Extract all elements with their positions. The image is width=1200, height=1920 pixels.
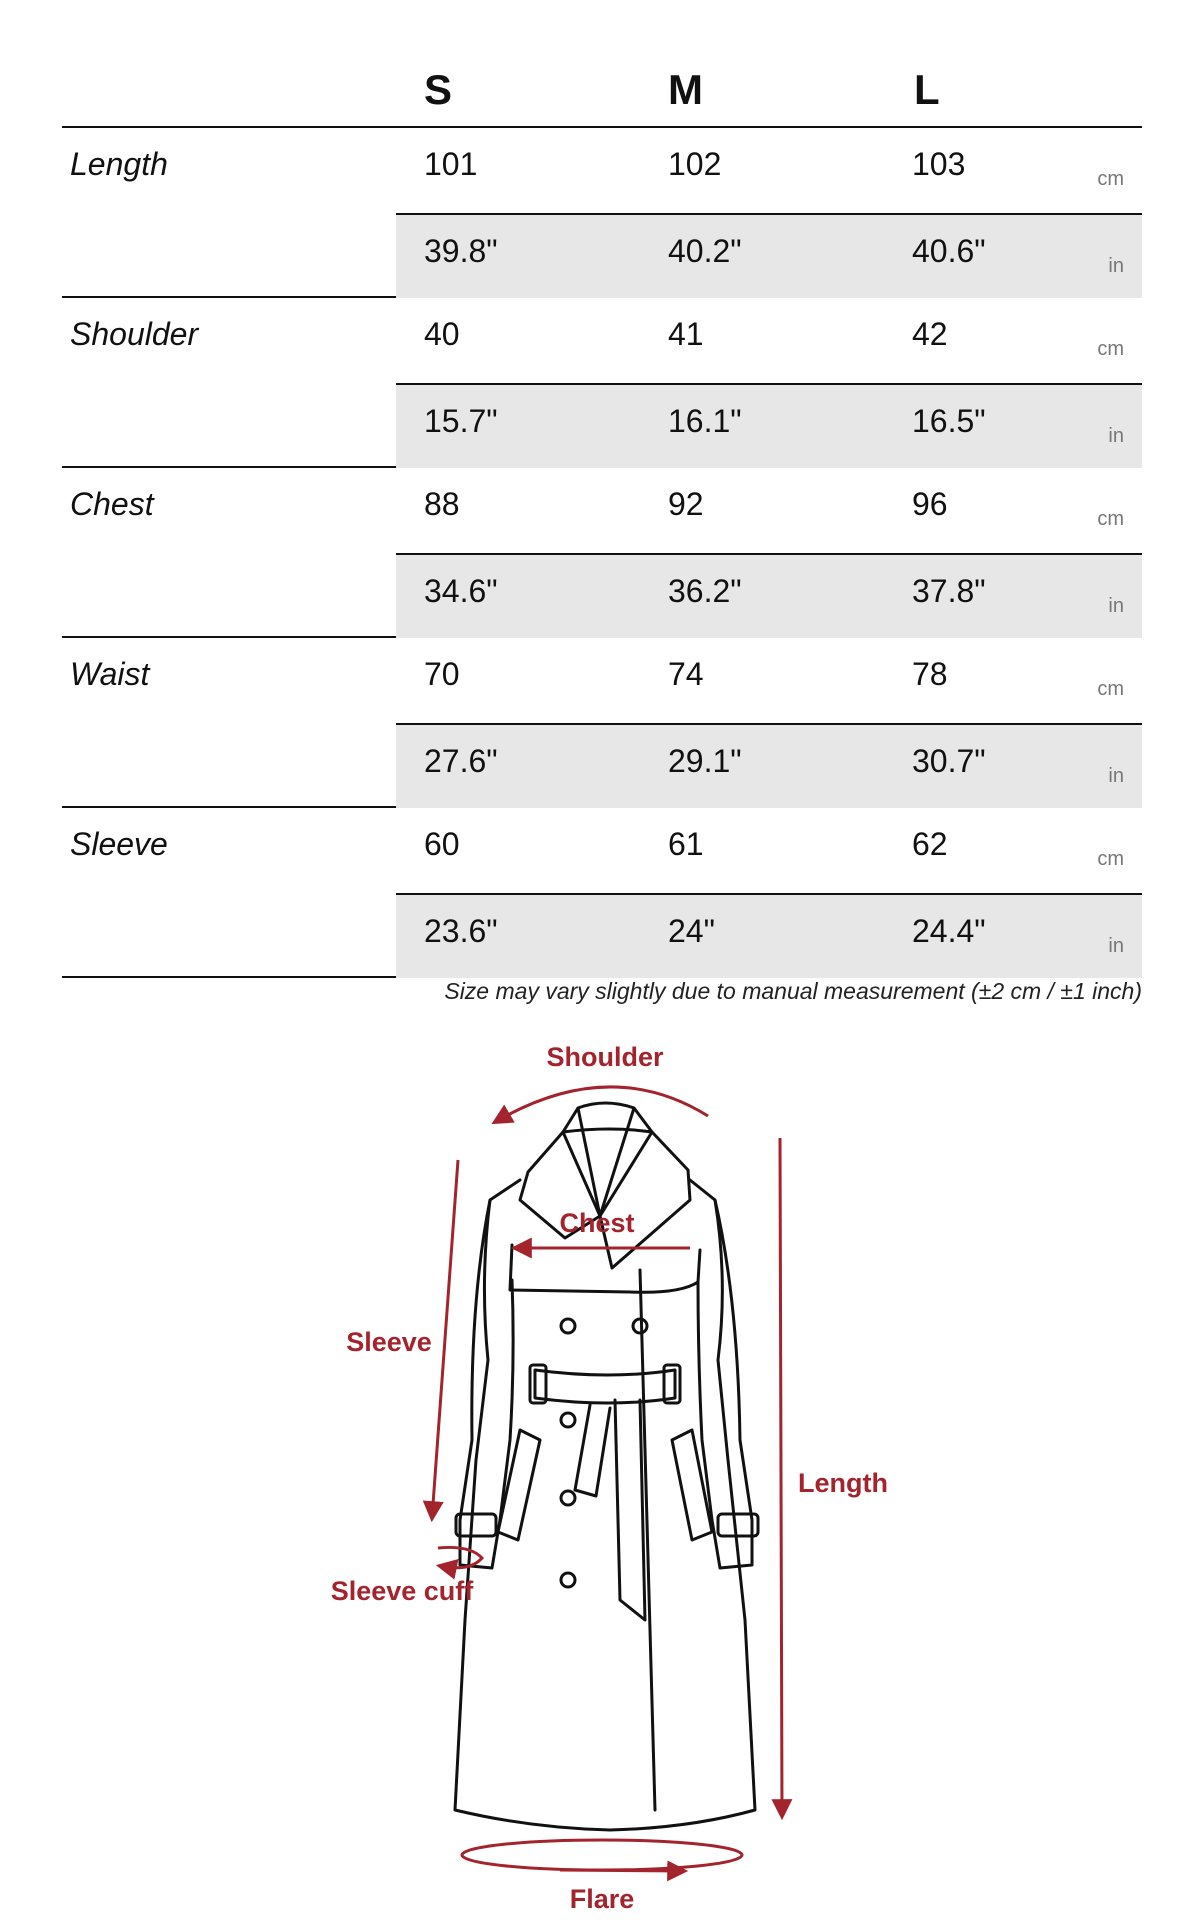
row-label: Length [70, 146, 168, 182]
unit-label-in: in [1108, 255, 1124, 277]
size-header-row [62, 60, 1142, 128]
measurement-group-chest [62, 468, 1142, 638]
value-cell: 78 [912, 656, 948, 692]
length-arrow [780, 1138, 782, 1816]
size-header-l: L [914, 66, 940, 113]
value-cell: 60 [424, 826, 460, 862]
value-cell: 37.8" [912, 573, 986, 609]
value-cell: 30.7" [912, 743, 986, 779]
flare-label: Flare [569, 1884, 635, 1914]
value-cell: 88 [424, 486, 460, 522]
unit-label-cm: cm [1097, 338, 1124, 360]
value-cell: 103 [912, 146, 966, 182]
value-cell: 16.5" [912, 403, 986, 439]
value-cell: 16.1" [668, 403, 742, 439]
value-cell: 101 [424, 146, 478, 182]
unit-label-cm: cm [1097, 168, 1124, 190]
value-cell: 70 [424, 656, 460, 692]
inch-row [396, 213, 1142, 298]
value-cell: 61 [668, 826, 704, 862]
value-cell: 34.6" [424, 573, 498, 609]
value-cell: 41 [668, 316, 704, 352]
flare-ellipse [462, 1840, 742, 1870]
size-chart-table [62, 60, 1142, 978]
cm-row [396, 808, 1142, 891]
unit-label-cm: cm [1097, 678, 1124, 700]
sleeve-cuff-label: Sleeve cuff [330, 1576, 474, 1606]
measurement-group-waist [62, 638, 1142, 808]
coat-measurement-diagram [0, 1020, 1200, 1920]
row-label: Sleeve [70, 826, 168, 862]
measurement-group-shoulder [62, 298, 1142, 468]
value-cell: 40.2" [668, 233, 742, 269]
inch-row [396, 553, 1142, 638]
value-cell: 40.6" [912, 233, 986, 269]
row-label: Shoulder [70, 316, 199, 352]
sleeve-label: Sleeve [346, 1327, 432, 1357]
value-cell: 74 [668, 656, 704, 692]
measurement-group-sleeve [62, 808, 1142, 978]
cm-row [396, 638, 1142, 721]
value-cell: 96 [912, 486, 948, 522]
size-header-s: S [424, 66, 453, 113]
value-cell: 24" [668, 913, 715, 949]
cm-row [396, 128, 1142, 211]
value-cell: 42 [912, 316, 948, 352]
value-cell: 39.8" [424, 233, 498, 269]
length-label: Length [798, 1468, 888, 1498]
unit-label-in: in [1108, 595, 1124, 617]
value-cell: 24.4" [912, 913, 986, 949]
inch-row [396, 383, 1142, 468]
sleeve-arrow [432, 1160, 458, 1518]
shoulder-label: Shoulder [546, 1042, 664, 1072]
chest-label: Chest [559, 1208, 635, 1238]
size-header-m: M [668, 66, 703, 113]
value-cell: 23.6" [424, 913, 498, 949]
inch-row [396, 723, 1142, 808]
value-cell: 40 [424, 316, 460, 352]
value-cell: 62 [912, 826, 948, 862]
value-cell: 36.2" [668, 573, 742, 609]
unit-label-in: in [1108, 935, 1124, 957]
row-label: Waist [70, 656, 150, 692]
unit-label-cm: cm [1097, 848, 1124, 870]
unit-label-cm: cm [1097, 508, 1124, 530]
value-cell: 102 [668, 146, 722, 182]
row-label: Chest [70, 486, 154, 522]
value-cell: 27.6" [424, 743, 498, 779]
cm-row [396, 468, 1142, 551]
measurement-group-length [62, 128, 1142, 298]
value-cell: 15.7" [424, 403, 498, 439]
cm-row [396, 298, 1142, 381]
unit-label-in: in [1108, 765, 1124, 787]
measurement-note: Size may vary slightly due to manual measurement (±2 cm / ±1 inch) [444, 978, 1142, 1004]
flare-arrow [560, 1870, 684, 1871]
inch-row [396, 893, 1142, 978]
value-cell: 92 [668, 486, 704, 522]
value-cell: 29.1" [668, 743, 742, 779]
unit-label-in: in [1108, 425, 1124, 447]
